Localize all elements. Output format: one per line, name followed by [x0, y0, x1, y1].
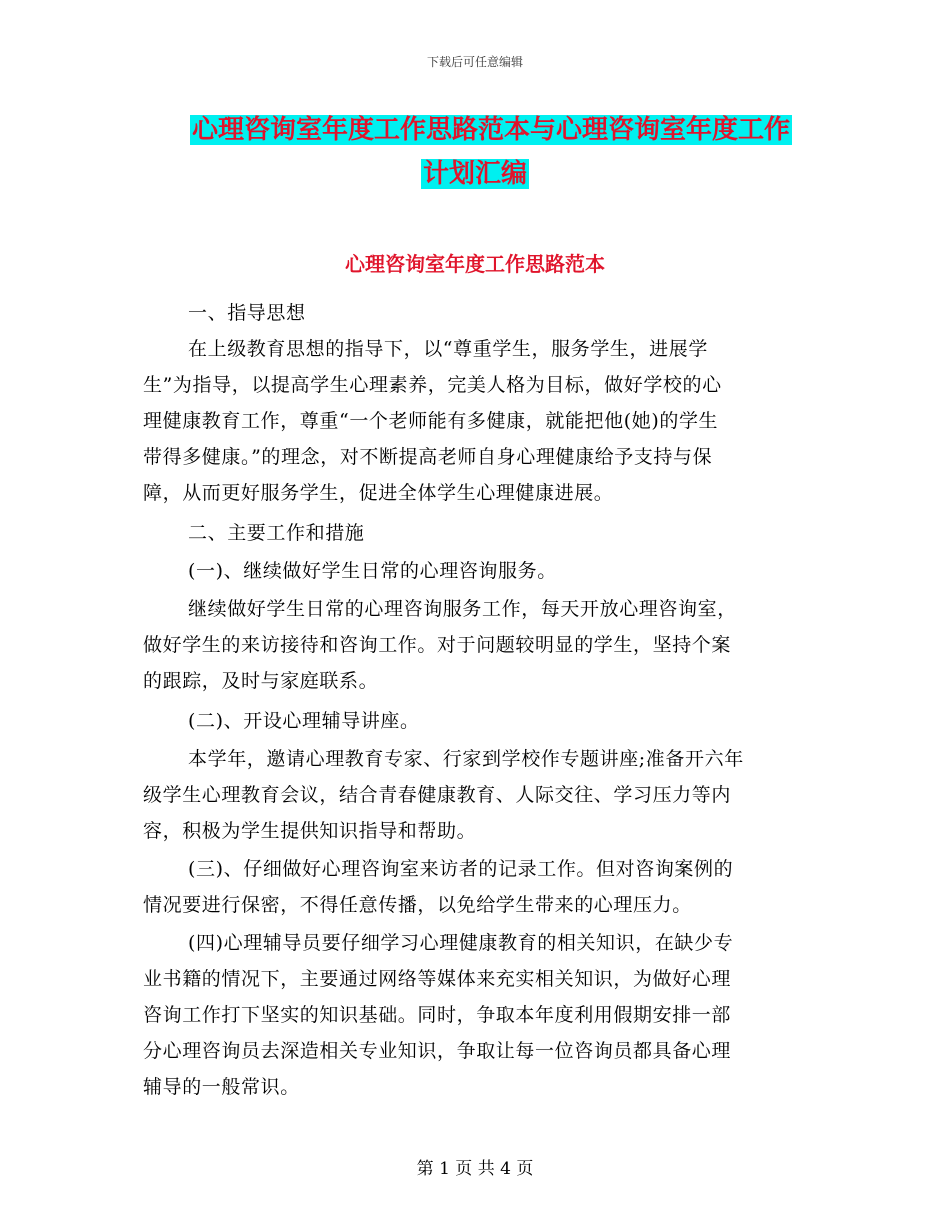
document-title-line-1: 心理咨询室年度工作思路范本与心理咨询室年度工作 [192, 115, 791, 145]
heading-guiding-ideology: 一、指导思想 [188, 302, 306, 324]
subheading-1: (一)、继续做好学生日常的心理咨询服务。 [188, 560, 557, 582]
paragraph-line: 的跟踪，及时与家庭联系。 [143, 670, 379, 692]
paragraph-line: 障，从而更好服务学生，促进全体学生心理健康进展。 [143, 482, 614, 504]
paragraph-line: 理健康教育工作，尊重“一个老师能有多健康，就能把他(她)的学生 [143, 410, 719, 432]
paragraph-line: 业书籍的情况下，主要通过网络等媒体来充实相关知识，为做好心理 [143, 968, 732, 990]
paragraph-line: 情况要进行保密，不得任意传播，以免给学生带来的心理压力。 [143, 894, 692, 916]
paragraph-line: 级学生心理教育会议，结合青春健康教育、人际交往、学习压力等内 [143, 784, 732, 806]
paragraph-line: 在上级教育思想的指导下，以“尊重学生，服务学生，进展学 [188, 338, 708, 360]
page-footer: 第 1 页 共 4 页 [416, 1159, 534, 1179]
section-title: 心理咨询室年度工作思路范本 [345, 252, 605, 276]
document-title-line-2: 计划汇编 [422, 159, 527, 189]
heading-main-work: 二、主要工作和措施 [188, 522, 365, 544]
paragraph-line: 本学年，邀请心理教育专家、行家到学校作专题讲座;准备开六年 [188, 748, 744, 770]
paragraph-line: 继续做好学生日常的心理咨询服务工作，每天开放心理咨询室， [188, 598, 737, 620]
paragraph-line: 分心理咨询员去深造相关专业知识，争取让每一位咨询员都具备心理 [143, 1040, 732, 1062]
paragraph-line: 辅导的一般常识。 [143, 1076, 300, 1098]
paragraph-line: 容，积极为学生提供知识指导和帮助。 [143, 820, 477, 842]
subheading-4: (四)心理辅导员要仔细学习心理健康教育的相关知识，在缺少专 [188, 932, 734, 954]
paragraph-line: 带得多健康。”的理念，对不断提高老师自身心理健康给予支持与保 [143, 446, 713, 468]
paragraph-line: 咨询工作打下坚实的知识基础。同时，争取本年度利用假期安排一部 [143, 1004, 732, 1026]
header-note: 下载后可任意编辑 [426, 55, 523, 69]
subheading-2: (二)、开设心理辅导讲座。 [188, 710, 420, 732]
subheading-3: (三)、仔细做好心理咨询室来访者的记录工作。但对咨询案例的 [188, 858, 734, 880]
paragraph-line: 做好学生的来访接待和咨询工作。对于问题较明显的学生，坚持个案 [143, 634, 732, 656]
paragraph-line: 生”为指导，以提高学生心理素养，完美人格为目标，做好学校的心 [143, 374, 722, 396]
